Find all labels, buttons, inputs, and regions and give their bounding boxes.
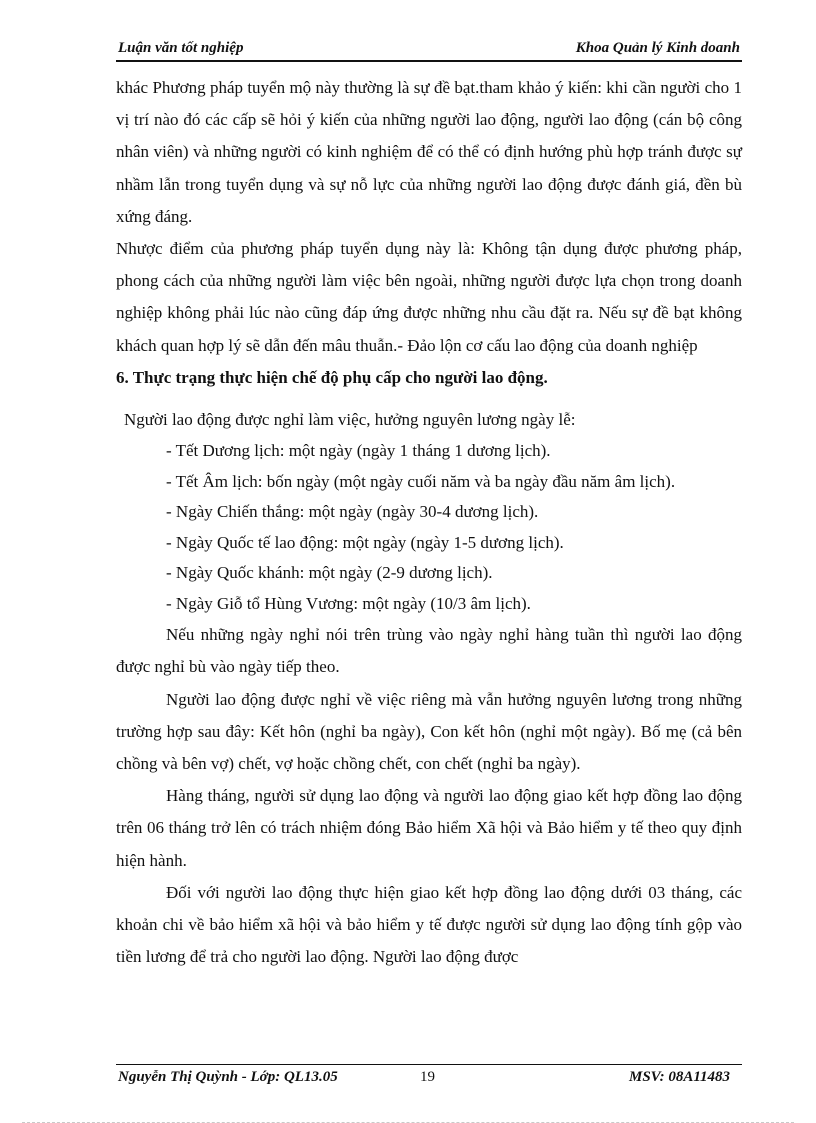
- page-footer: [116, 1064, 742, 1088]
- paragraph-insurance: Hàng tháng, người sử dụng lao động và người lao động giao kết hợp đồng lao động trên 06 tháng trở lên có trách nhiệm đóng Bảo hiểm Xã hội và Bảo hiểm y tế theo quy định hiện hành.: [116, 786, 742, 870]
- header-faculty: Khoa Quản lý Kinh doanh: [575, 40, 740, 56]
- header-thesis-title: Luận văn tốt nghiệp: [118, 40, 244, 56]
- paragraph-disadvantages: Nhược điểm của phương pháp tuyển dụng này là: Không tận dụng được phương pháp, phong cách của những người làm việc bên ngoài, những người được lựa chọn trong doanh nghiệp không phải lúc nào cũng đáp ứng được những nhu cầu đặt ra. Nếu sự đề bạt không khách quan hợp lý sẽ dẫn đến mâu thuẫn.- Đảo lộn cơ cấu lao động của doanh nghiệp: [116, 239, 742, 355]
- holiday-intro: Người lao động được nghỉ làm việc, hưởng nguyên lương ngày lễ:: [124, 410, 576, 430]
- list-item: - Tết Âm lịch: bốn ngày (một ngày cuối năm và ba ngày đầu năm âm lịch).: [166, 471, 676, 491]
- footer-author: Nguyễn Thị Quỳnh - Lớp: QL13.05: [118, 1069, 338, 1085]
- paragraph-personal-leave: Người lao động được nghỉ về việc riêng mà vẫn hưởng nguyên lương trong những trường hợp sau đây: Kết hôn (nghỉ ba ngày), Con kết hôn (nghỉ một ngày). Bố mẹ (cả bên chồng và bên vợ) chết, vợ hoặc chồng chết, con chết (nghỉ ba ngày).: [116, 689, 742, 774]
- list-item: - Ngày Giỗ tổ Hùng Vương: một ngày (10/3 âm lịch).: [166, 593, 531, 613]
- list-item: - Ngày Quốc khánh: một ngày (2-9 dương lịch).: [166, 563, 493, 583]
- page-header: [116, 38, 742, 62]
- document-body: [116, 72, 742, 973]
- paragraph-short-contract: Đối với người lao động thực hiện giao kết hợp đồng lao động dưới 03 tháng, các khoản chi về bảo hiểm xã hội và bảo hiểm y tế được người sử dụng lao động tính gộp vào tiền lương để trả cho người lao động. Người lao động được: [116, 882, 742, 967]
- paragraph-recruitment: khác Phương pháp tuyển mộ này thường là sự đề bạt.tham khảo ý kiến: khi cần người cho 1 vị trí nào đó các cấp sẽ hỏi ý kiến của những người lao động, người lao động (cán bộ công nhân viên) và những người có kinh nghiệm để có thể có định hướng phù hợp tránh được sự nhầm lẫn trong tuyển dụng và sự nỗ lực của những người lao động được đánh giá, đền bù xứng đáng.: [116, 78, 742, 226]
- list-item: - Tết Dương lịch: một ngày (ngày 1 tháng 1 dương lịch).: [166, 441, 551, 461]
- paragraph-compensatory-leave: Nếu những ngày nghỉ nói trên trùng vào ngày nghỉ hàng tuần thì người lao động được nghỉ bù vào ngày tiếp theo.: [116, 625, 742, 677]
- section-heading: 6. Thực trạng thực hiện chế độ phụ cấp cho người lao động.: [116, 367, 548, 387]
- page-number: 19: [420, 1069, 435, 1085]
- list-item: - Ngày Chiến thắng: một ngày (ngày 30-4 dương lịch).: [166, 502, 539, 522]
- spacer: [116, 394, 742, 404]
- list-item: - Ngày Quốc tế lao động: một ngày (ngày 1-5 dương lịch).: [166, 532, 564, 552]
- footer-student-id: MSV: 08A11483: [629, 1069, 730, 1085]
- holiday-list: [116, 436, 742, 619]
